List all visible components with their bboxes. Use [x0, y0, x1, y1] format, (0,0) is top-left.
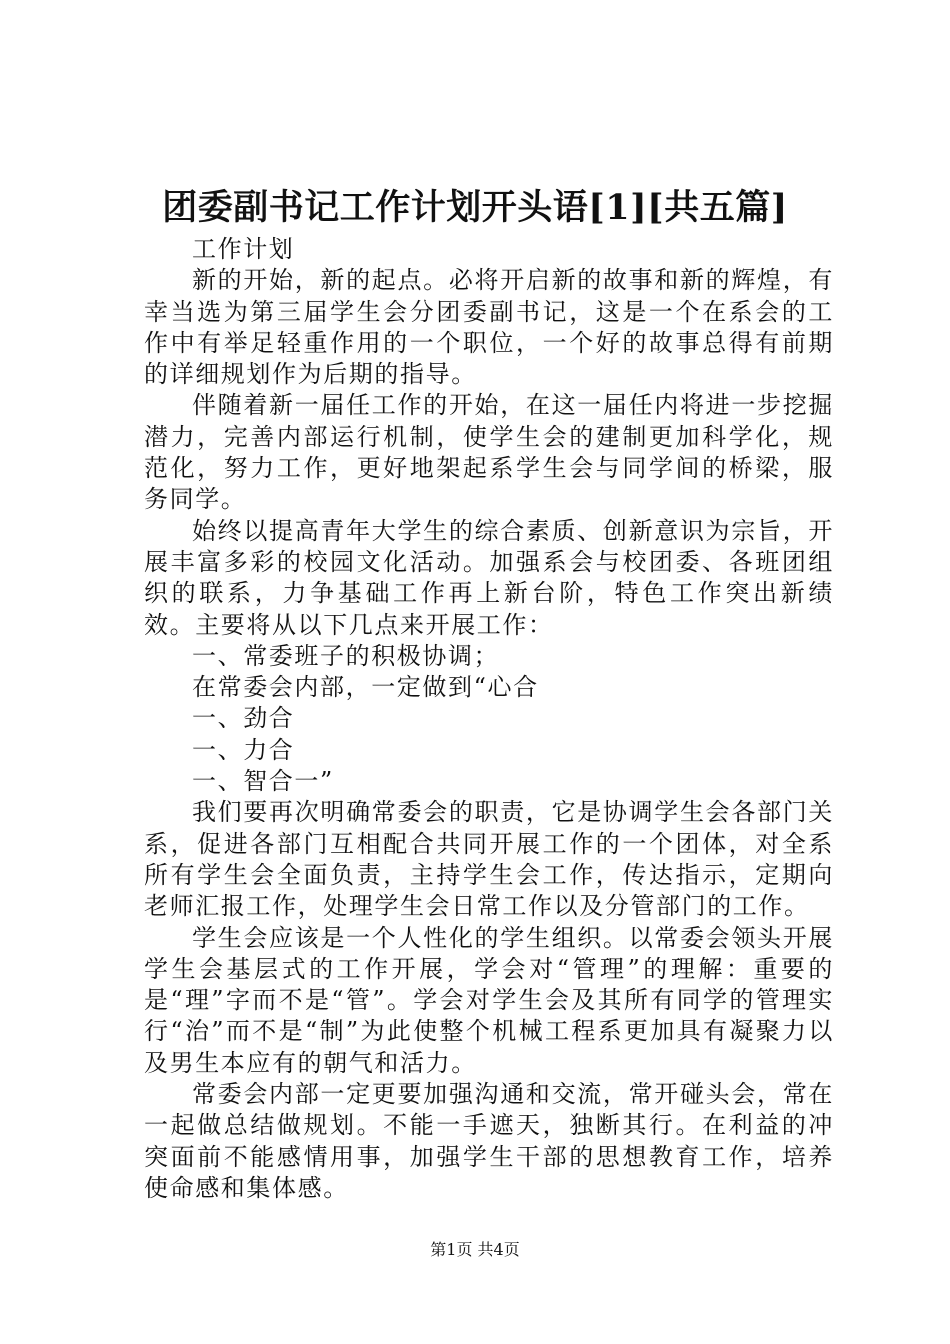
list-item: 一、常委班子的积极协调； [192, 641, 500, 670]
paragraph-heading-work-plan: 工作计划 [192, 235, 295, 263]
paragraph: 我们要再次明确常委会的职责，它是协调学生会各部门关系，促进各部门互相配合共同开展工作的一个团体，对全系所有学生会全面负责，主持学生会工作，传达指示，定期向老师汇报工作，处理学生会日常工作以及分管部门的工作。 [144, 798, 834, 921]
document-body [144, 234, 834, 1204]
list-item: 一、劲合 [192, 704, 295, 733]
page-footer: 第1页 共4页 [430, 1240, 520, 1259]
paragraph: 学生会应该是一个人性化的学生组织。以常委会领头开展学生会基层式的工作开展，学会对“管理”的理解：重要的是“理”字而不是“管”。学会对学生会及其所有同学的管理实行“治”而不是“制”为此使整个机械工程系更加具有凝聚力以及男生本应有的朝气和活力。 [144, 923, 834, 1077]
paragraph: 常委会内部一定更要加强沟通和交流，常开碰头会，常在一起做总结做规划。不能一手遮天，独断其行。在利益的冲突面前不能感情用事，加强学生干部的思想教育工作，培养使命感和集体感。 [144, 1080, 834, 1202]
list-item: 一、智合一” [192, 767, 334, 796]
paragraph: 新的开始，新的起点。必将开启新的故事和新的辉煌，有幸当选为第三届学生会分团委副书记，这是一个在系会的工作中有举足轻重作用的一个职位，一个好的故事总得有前期的详细规划作为后期的指导。 [144, 266, 834, 389]
paragraph: 伴随着新一届任工作的开始，在这一届任内将进一步挖掘潜力，完善内部运行机制，使学生会的建制更加科学化，规范化，努力工作，更好地架起系学生会与同学间的桥梁，服务同学。 [144, 391, 834, 514]
list-item: 一、力合 [192, 735, 295, 764]
paragraph: 在常委会内部，一定做到“心合 [192, 673, 539, 702]
paragraph: 始终以提高青年大学生的综合素质、创新意识为宗旨，开展丰富多彩的校园文化活动。加强系会与校团委、各班团组织的联系，力争基础工作再上新台阶，特色工作突出新绩效。主要将从以下几点来开展工作： [144, 516, 834, 639]
document-title: 团委副书记工作计划开头语[1][共五篇] [162, 187, 788, 228]
